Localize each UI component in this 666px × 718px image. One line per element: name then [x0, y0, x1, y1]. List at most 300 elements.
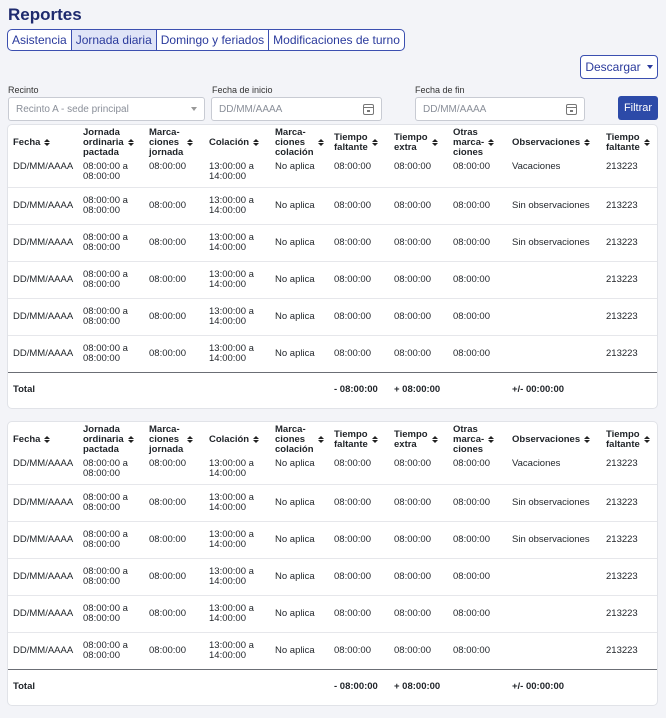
cell-text: 13:00:00 a [209, 639, 254, 651]
header-label-line: Marca- [275, 126, 306, 138]
header-content [512, 138, 601, 148]
cell-otras-marcaciones [448, 187, 507, 224]
cell-tiempo-extra [389, 298, 448, 335]
cell-text: 08:00:00 [453, 273, 490, 285]
cell-text: 08:00:00 [394, 199, 431, 211]
cell-text: 08:00:00 [453, 310, 490, 322]
total-cell [601, 669, 658, 705]
sort-down-icon [432, 440, 438, 443]
header-label [394, 430, 428, 450]
header-content [209, 435, 270, 445]
header-label [453, 128, 484, 158]
cell-text: 08:00:00 a [83, 161, 128, 172]
cell-tiempo-extra [389, 261, 448, 298]
sort-icon[interactable] [44, 139, 50, 146]
cell-colacion [204, 521, 270, 558]
sort-icon[interactable] [44, 436, 50, 443]
header-content [209, 138, 270, 148]
header-label [453, 425, 484, 455]
header-label [275, 128, 314, 158]
cell-text: 08:00:00 [83, 204, 120, 216]
cell-text: No aplica [275, 236, 315, 248]
cell-tiempo-faltante [329, 335, 389, 372]
tab-modificaciones-turno[interactable]: Modificaciones de turno [273, 33, 400, 47]
cell-fecha [8, 484, 78, 521]
cell-text: 08:00:00 a [83, 231, 128, 243]
tab-asistencia[interactable]: Asistencia [8, 30, 72, 50]
cell-tiempo-faltante-2 [601, 595, 658, 632]
cell-marcaciones-jornada [144, 335, 204, 372]
table-row[interactable] [8, 261, 658, 298]
sort-down-icon [318, 440, 324, 443]
start-date-placeholder: DD/MM/AAAA [219, 103, 283, 115]
column-header-otras-marcaciones[interactable] [448, 125, 507, 160]
cell-tiempo-faltante-2 [601, 457, 658, 484]
header-label-line: pactada [83, 443, 119, 455]
header-label-line: ordinaria [83, 433, 124, 445]
header-label [394, 133, 428, 153]
header-label-line: marca- [453, 136, 485, 148]
cell-text: DD/MM/AAAA [13, 161, 74, 172]
cell-marcaciones-jornada [144, 261, 204, 298]
header-content [275, 128, 329, 158]
column-header-tiempo-extra[interactable] [389, 422, 448, 457]
cell-tiempo-faltante-2 [601, 521, 658, 558]
total-cell [204, 669, 270, 705]
cell-text: DD/MM/AAAA [13, 273, 74, 285]
cell-text: 13:00:00 a [209, 305, 254, 317]
recinto-value: Recinto A - sede principal [16, 103, 129, 115]
sort-down-icon [128, 143, 134, 146]
sort-up-icon [128, 139, 134, 142]
cell-tiempo-faltante [329, 521, 389, 558]
cell-jornada-pactada [78, 187, 144, 224]
column-header-tiempo-faltante[interactable] [329, 125, 389, 160]
page-title: Reportes [8, 5, 82, 24]
header-content [275, 425, 329, 455]
total-cell [78, 372, 144, 408]
cell-marcaciones-jornada [144, 558, 204, 595]
total-faltante: - 08:00:00 [334, 681, 378, 693]
column-header-fecha[interactable] [8, 422, 78, 457]
cell-text: 08:00:00 [334, 570, 371, 582]
header-label-line: Observaciones [512, 136, 581, 148]
column-header-tiempo-faltante-2[interactable] [601, 125, 658, 160]
column-header-colacion[interactable] [204, 422, 270, 457]
cell-text: 213223 [606, 236, 638, 248]
cell-tiempo-extra [389, 595, 448, 632]
cell-tiempo-faltante [329, 632, 389, 669]
header-label-line: Marca- [149, 126, 180, 138]
cell-text: 08:00:00 [149, 458, 186, 469]
sort-icon[interactable] [128, 139, 134, 146]
cell-text: 08:00:00 [453, 570, 490, 582]
cell-marcaciones-jornada [144, 457, 204, 484]
cell-text: 13:00:00 a [209, 268, 254, 280]
total-balance: +/- 00:00:00 [512, 681, 565, 693]
header-label-line: Colación [209, 433, 250, 445]
cell-marcaciones-jornada [144, 298, 204, 335]
report-table-1 [7, 124, 658, 409]
total-cell [448, 669, 507, 705]
cell-otras-marcaciones [448, 261, 507, 298]
cell-tiempo-faltante-2 [601, 160, 658, 187]
cell-marcaciones-colacion [270, 261, 329, 298]
header-label-line: ciones [149, 433, 180, 445]
cell-text: DD/MM/AAAA [13, 533, 74, 545]
cell-text: 08:00:00 [83, 649, 120, 661]
cell-colacion [204, 160, 270, 187]
header-label-line: Otras [453, 423, 478, 435]
header-label [512, 435, 580, 445]
sort-icon[interactable] [318, 436, 324, 443]
cell-marcaciones-colacion [270, 335, 329, 372]
cell-observaciones [507, 187, 601, 224]
cell-marcaciones-colacion [270, 298, 329, 335]
column-header-jornada-pactada[interactable] [78, 422, 144, 457]
column-header-observaciones[interactable] [507, 422, 601, 457]
cell-text: 08:00:00 [149, 644, 186, 656]
cell-text: 08:00:00 [334, 458, 371, 469]
tab-jornada-diaria[interactable]: Jornada diaria [72, 30, 157, 50]
calendar-icon[interactable] [363, 104, 374, 115]
header-label-line: Tiempo [606, 428, 640, 440]
cell-marcaciones-colacion [270, 457, 329, 484]
cell-text: 08:00:00 [334, 644, 371, 656]
cell-tiempo-faltante [329, 457, 389, 484]
cell-text: 08:00:00 a [83, 491, 128, 503]
header-content [83, 425, 144, 455]
cell-tiempo-faltante [329, 224, 389, 261]
sort-up-icon [488, 139, 494, 142]
sort-icon[interactable] [432, 139, 438, 146]
sort-icon[interactable] [187, 436, 193, 443]
header-label [149, 425, 183, 455]
sort-down-icon [584, 440, 590, 443]
column-header-tiempo-extra[interactable] [389, 125, 448, 160]
header-label-line: Fecha [13, 433, 41, 445]
cell-text: 08:00:00 [453, 199, 490, 211]
cell-text: 08:00:00 [453, 644, 490, 656]
table-row[interactable] [8, 484, 658, 521]
total-cell [144, 669, 204, 705]
cell-tiempo-extra [389, 484, 448, 521]
sort-icon[interactable] [488, 139, 494, 146]
sort-icon[interactable] [253, 436, 259, 443]
header-content [606, 133, 658, 153]
cell-tiempo-faltante-2 [601, 187, 658, 224]
cell-jornada-pactada [78, 595, 144, 632]
header-label-line: Tiempo [394, 428, 428, 440]
header-label-line: Tiempo [334, 428, 368, 440]
header-label [209, 138, 249, 148]
cell-marcaciones-jornada [144, 521, 204, 558]
cell-text: No aplica [275, 199, 315, 211]
cell-text: No aplica [275, 496, 315, 508]
cell-text: 08:00:00 [149, 347, 186, 359]
cell-fecha [8, 224, 78, 261]
sort-down-icon [372, 440, 378, 443]
table-row[interactable] [8, 632, 658, 669]
sort-icon[interactable] [644, 139, 650, 146]
column-header-fecha[interactable] [8, 125, 78, 160]
cell-text: 14:00:00 [209, 204, 246, 216]
cell-text: Sin observaciones [512, 533, 590, 545]
header-label-line: extra [394, 141, 417, 153]
header-row [8, 125, 658, 160]
tab-domingo-feriados[interactable]: Domingo y feriados [157, 30, 269, 50]
cell-fecha [8, 261, 78, 298]
cell-text: 08:00:00 [83, 278, 120, 290]
cell-text: 08:00:00 [83, 315, 120, 327]
sort-icon[interactable] [253, 139, 259, 146]
header-content [83, 128, 144, 158]
cell-tiempo-faltante-2 [601, 335, 658, 372]
total-extra: + 08:00:00 [394, 681, 441, 693]
cell-text: No aplica [275, 607, 315, 619]
sort-down-icon [488, 440, 494, 443]
header-label-line: Tiempo [394, 131, 428, 143]
cell-observaciones [507, 558, 601, 595]
cell-text: 08:00:00 [149, 607, 186, 619]
sort-icon[interactable] [372, 436, 378, 443]
sort-icon[interactable] [584, 139, 590, 146]
cell-otras-marcaciones [448, 558, 507, 595]
sort-up-icon [488, 436, 494, 439]
sort-icon[interactable] [488, 436, 494, 443]
cell-text: 13:00:00 a [209, 602, 254, 614]
cell-observaciones [507, 457, 601, 484]
table-row[interactable] [8, 595, 658, 632]
table-row[interactable] [8, 298, 658, 335]
cell-text: 08:00:00 [394, 644, 431, 656]
column-header-tiempo-faltante[interactable] [329, 422, 389, 457]
cell-fecha [8, 595, 78, 632]
total-cell [270, 372, 329, 408]
column-header-marcaciones-colacion[interactable] [270, 422, 329, 457]
total-cell [270, 669, 329, 705]
cell-text: 14:00:00 [209, 315, 246, 327]
cell-text: 08:00:00 [394, 570, 431, 582]
cell-text: 08:00:00 [453, 533, 490, 545]
cell-text: 08:00:00 [394, 161, 431, 172]
cell-otras-marcaciones [448, 224, 507, 261]
cell-otras-marcaciones [448, 457, 507, 484]
cell-tiempo-faltante-2 [601, 632, 658, 669]
table-row[interactable] [8, 521, 658, 558]
start-date-field[interactable] [211, 97, 382, 121]
header-label-line: faltante [606, 438, 640, 450]
cell-text: 08:00:00 [394, 310, 431, 322]
header-label-line: Tiempo [606, 131, 640, 143]
data-table [8, 125, 658, 408]
sort-up-icon [644, 139, 650, 142]
cell-observaciones [507, 521, 601, 558]
cell-text: DD/MM/AAAA [13, 236, 74, 248]
cell-marcaciones-colacion [270, 484, 329, 521]
end-date-field[interactable] [415, 97, 585, 121]
cell-tiempo-faltante [329, 595, 389, 632]
sort-down-icon [432, 143, 438, 146]
recinto-select[interactable] [8, 97, 205, 121]
cell-text: No aplica [275, 161, 315, 172]
cell-marcaciones-colacion [270, 558, 329, 595]
header-label-line: jornada [149, 443, 184, 455]
cell-text: 13:00:00 a [209, 458, 254, 469]
header-label-line: faltante [334, 141, 368, 153]
cell-text: 08:00:00 [83, 171, 120, 182]
cell-text: No aplica [275, 458, 315, 469]
sort-icon[interactable] [128, 436, 134, 443]
column-header-tiempo-faltante-2[interactable] [601, 422, 658, 457]
sort-down-icon [644, 143, 650, 146]
sort-down-icon [44, 143, 50, 146]
column-header-marcaciones-jornada[interactable] [144, 422, 204, 457]
header-label [512, 138, 580, 148]
cell-text: 13:00:00 a [209, 194, 254, 206]
sort-up-icon [253, 139, 259, 142]
total-faltante: - 08:00:00 [334, 384, 378, 396]
table-row[interactable] [8, 187, 658, 224]
cell-observaciones [507, 224, 601, 261]
header-content [149, 425, 204, 455]
cell-text: DD/MM/AAAA [13, 199, 74, 211]
sort-up-icon [372, 139, 378, 142]
cell-marcaciones-colacion [270, 632, 329, 669]
cell-marcaciones-jornada [144, 224, 204, 261]
cell-text: 14:00:00 [209, 538, 246, 550]
cell-text: 08:00:00 [83, 241, 120, 253]
cell-fecha [8, 558, 78, 595]
cell-text: 213223 [606, 570, 638, 582]
cell-colacion [204, 595, 270, 632]
column-header-marcaciones-jornada[interactable] [144, 125, 204, 160]
cell-text: 08:00:00 [453, 236, 490, 248]
header-label [83, 128, 124, 158]
cell-text: 08:00:00 a [83, 458, 128, 469]
header-label-line: colación [275, 146, 314, 158]
header-label [13, 138, 40, 148]
cell-tiempo-faltante [329, 558, 389, 595]
header-label-line: pactada [83, 146, 119, 158]
cell-text: 14:00:00 [209, 171, 246, 182]
header-label-line: Otras [453, 126, 478, 138]
chevron-down-icon [191, 107, 197, 111]
header-label-line: Jornada [83, 423, 120, 435]
header-label-line: ciones [149, 136, 180, 148]
cell-text: 08:00:00 [334, 533, 371, 545]
cell-text: 08:00:00 [334, 236, 371, 248]
cell-colacion [204, 558, 270, 595]
sort-icon[interactable] [584, 436, 590, 443]
calendar-icon[interactable] [566, 104, 577, 115]
cell-text: 08:00:00 a [83, 194, 128, 206]
cell-text: 08:00:00 [83, 468, 120, 479]
cell-observaciones [507, 261, 601, 298]
cell-otras-marcaciones [448, 335, 507, 372]
cell-text: DD/MM/AAAA [13, 347, 74, 359]
filter-button[interactable]: Filtrar [618, 96, 658, 120]
cell-text: 08:00:00 [83, 538, 120, 550]
table-row[interactable] [8, 558, 658, 595]
cell-fecha [8, 521, 78, 558]
cell-text: 213223 [606, 458, 638, 469]
sort-down-icon [187, 440, 193, 443]
report-table-2 [7, 421, 658, 706]
cell-marcaciones-jornada [144, 187, 204, 224]
cell-text: 08:00:00 [453, 496, 490, 508]
download-button[interactable] [580, 55, 658, 79]
cell-text: 08:00:00 [149, 273, 186, 285]
column-header-observaciones[interactable] [507, 125, 601, 160]
table-row[interactable] [8, 457, 658, 484]
cell-text: 08:00:00 [83, 501, 120, 513]
cell-text: Vacaciones [512, 161, 561, 172]
cell-text: No aplica [275, 570, 315, 582]
cell-text: 13:00:00 a [209, 161, 254, 172]
header-label-line: Fecha [13, 136, 41, 148]
cell-observaciones [507, 484, 601, 521]
cell-text: 08:00:00 [334, 310, 371, 322]
column-header-colacion[interactable] [204, 125, 270, 160]
column-header-marcaciones-colacion[interactable] [270, 125, 329, 160]
table-row[interactable] [8, 335, 658, 372]
cell-text: No aplica [275, 533, 315, 545]
cell-text: 14:00:00 [209, 352, 246, 364]
header-content [394, 430, 448, 450]
header-label [275, 425, 314, 455]
header-content [13, 435, 78, 445]
sort-up-icon [432, 436, 438, 439]
cell-tiempo-extra [389, 335, 448, 372]
cell-marcaciones-jornada [144, 632, 204, 669]
sort-up-icon [128, 436, 134, 439]
cell-text: Vacaciones [512, 458, 561, 469]
cell-jornada-pactada [78, 160, 144, 187]
cell-text: 08:00:00 [394, 607, 431, 619]
column-header-jornada-pactada[interactable] [78, 125, 144, 160]
cell-marcaciones-colacion [270, 595, 329, 632]
sort-icon[interactable] [372, 139, 378, 146]
end-date-label: Fecha de fin [415, 85, 465, 95]
table-row[interactable] [8, 224, 658, 261]
sort-down-icon [488, 143, 494, 146]
column-header-otras-marcaciones[interactable] [448, 422, 507, 457]
cell-text: 08:00:00 [149, 533, 186, 545]
cell-text: DD/MM/AAAA [13, 458, 74, 469]
cell-text: 08:00:00 [394, 496, 431, 508]
sort-icon[interactable] [432, 436, 438, 443]
header-label [83, 425, 124, 455]
cell-tiempo-faltante [329, 160, 389, 187]
total-cell [448, 372, 507, 408]
cell-text: 08:00:00 [394, 458, 431, 469]
cell-text: 13:00:00 a [209, 565, 254, 577]
cell-text: 08:00:00 a [83, 639, 128, 651]
cell-text: 08:00:00 [394, 273, 431, 285]
sort-icon[interactable] [187, 139, 193, 146]
cell-tiempo-extra [389, 521, 448, 558]
sort-icon[interactable] [644, 436, 650, 443]
cell-fecha [8, 457, 78, 484]
header-label-line: Observaciones [512, 433, 581, 445]
sort-up-icon [644, 436, 650, 439]
sort-up-icon [432, 139, 438, 142]
table-row[interactable] [8, 160, 658, 187]
sort-icon[interactable] [318, 139, 324, 146]
cell-text: No aplica [275, 644, 315, 656]
header-content [13, 138, 78, 148]
